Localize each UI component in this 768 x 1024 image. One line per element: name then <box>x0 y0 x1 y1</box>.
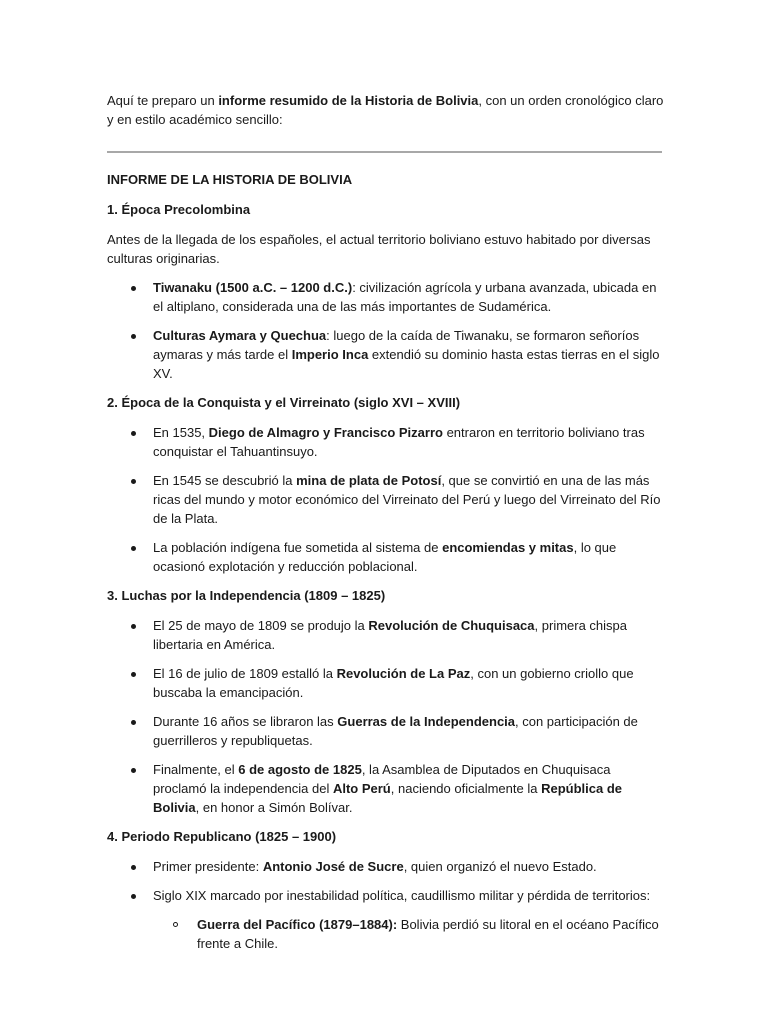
section-heading-republicano: 4. Periodo Republicano (1825 – 1900) <box>107 829 337 844</box>
section-heading-independencia: 3. Luchas por la Independencia (1809 – 1825) <box>107 588 386 603</box>
sub-list-item: Guerra del Pacífico (1879–1884): Bolivia perdió su litoral en el océano Pacífico frente a Chile. <box>151 915 667 953</box>
list-item: Siglo XIX marcado por inestabilidad política, caudillismo militar y pérdida de territorios: <box>107 886 667 905</box>
list-item: El 16 de julio de 1809 estalló la Revolución de La Paz, con un gobierno criollo que buscaba la emancipación. <box>107 664 667 702</box>
list-item: En 1545 se descubrió la mina de plata de Potosí, que se convirtió en una de las más ricas del mundo y motor económico del Virreinato del Perú y luego del Virreinato del Río de la Plata. <box>107 471 667 528</box>
section-heading-precolombina: 1. Época Precolombina <box>107 202 251 217</box>
list-item: Tiwanaku (1500 a.C. – 1200 d.C.): civilización agrícola y urbana avanzada, ubicada en el altiplano, considerada una de las más importantes de Sudamérica. <box>107 278 667 316</box>
intro-paragraph: Aquí te preparo un informe resumido de la Historia de Bolivia, con un orden cronológico claro y en estilo académico sencillo: <box>107 93 664 127</box>
bullet-list <box>107 616 667 817</box>
list-item: El 25 de mayo de 1809 se produjo la Revolución de Chuquisaca, primera chispa libertaria en América. <box>107 616 667 654</box>
bullet-list <box>107 423 667 576</box>
report-title: INFORME DE LA HISTORIA DE BOLIVIA <box>107 172 353 187</box>
section-heading-conquista: 2. Época de la Conquista y el Virreinato (siglo XVI – XVIII) <box>107 395 461 410</box>
sub-bullet-list <box>107 915 667 953</box>
list-item: Culturas Aymara y Quechua: luego de la caída de Tiwanaku, se formaron señoríos aymaras y más tarde el Imperio Inca extendió su dominio hasta estas tierras en el siglo XV. <box>107 326 667 383</box>
document-body <box>107 91 667 963</box>
list-item: En 1535, Diego de Almagro y Francisco Pizarro entraron en territorio boliviano tras conquistar el Tahuantinsuyo. <box>107 423 667 461</box>
horizontal-divider <box>107 151 662 153</box>
list-item: La población indígena fue sometida al sistema de encomiendas y mitas, lo que ocasionó explotación y reducción poblacional. <box>107 538 667 576</box>
list-item: Finalmente, el 6 de agosto de 1825, la Asamblea de Diputados en Chuquisaca proclamó la independencia del Alto Perú, naciendo oficialmente la República de Bolivia, en honor a Simón Bolívar. <box>107 760 667 817</box>
list-item: Primer presidente: Antonio José de Sucre, quien organizó el nuevo Estado. <box>107 857 667 876</box>
list-item: Durante 16 años se libraron las Guerras de la Independencia, con participación de guerrilleros y republiquetas. <box>107 712 667 750</box>
bullet-list <box>107 278 667 383</box>
section-paragraph: Antes de la llegada de los españoles, el actual territorio boliviano estuvo habitado por diversas culturas originarias. <box>107 232 651 266</box>
bullet-list <box>107 857 667 905</box>
